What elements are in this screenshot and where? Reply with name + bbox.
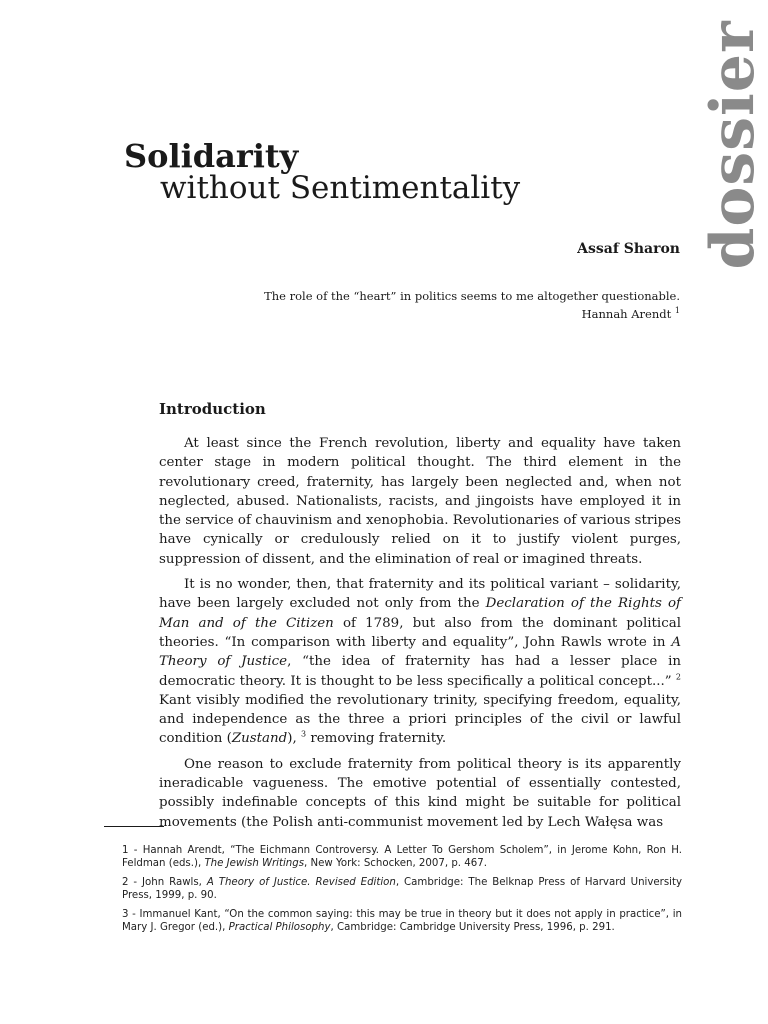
section-heading: Introduction bbox=[159, 400, 266, 418]
article-title-line2: without Sentimentality bbox=[160, 170, 521, 206]
text-run: , Cambridge: The Belknap Press of Harvard University Press, 1999, p. 90. bbox=[122, 877, 682, 901]
text-run: 2 - John Rawls, bbox=[122, 877, 207, 888]
epigraph bbox=[220, 287, 680, 323]
text-run: It is no wonder, then, that fraternity and its political variant – solidarity, have been largely excluded not only from the bbox=[159, 577, 681, 612]
text-run: ), bbox=[287, 731, 301, 747]
footnote-divider bbox=[104, 826, 164, 827]
text-run: , “the idea of fraternity has had a lesser place in democratic theory. It is thought to be less specifically a political concept...” bbox=[159, 654, 681, 689]
article-body bbox=[159, 434, 681, 838]
text-run: 3 - Immanuel Kant, “On the common saying: this may be true in theory but it does not apply in practice”, in Mary J. Gregor (ed.), bbox=[122, 909, 682, 933]
paragraph-1: At least since the French revolution, liberty and equality have taken center stage in modern political thought. The third element in the revolutionary creed, fraternity, has largely been neglected and, when not neglected, abused. Nationalists, racists, and jingoists have employed it in the service of chauvinism and xenophobia. Revolutionaries of various stripes have cynically or credulously relied on it to justify violent purges, suppression of dissent, and the elimination of real or imagined threats. bbox=[159, 436, 681, 567]
author-name: Assaf Sharon bbox=[577, 241, 680, 257]
italic-title: Practical Philosophy bbox=[228, 922, 331, 933]
text-run: , Cambridge: Cambridge University Press, 1996, p. 291. bbox=[330, 922, 615, 933]
italic-title: A Theory of Justice. Revised Edition bbox=[206, 877, 396, 888]
italic-title: The Jewish Writings bbox=[204, 858, 305, 869]
paragraph-3: One reason to exclude fraternity from political theory is its apparently ineradicable vagueness. The emotive potential of essentially contested, possibly indefinable concepts of this kind might be suitable for political movements (the Polish anti-communist movement led by Lech Wałęsa was bbox=[159, 756, 681, 830]
footnote-ref-1[interactable]: 1 bbox=[674, 306, 680, 316]
paragraph-2 bbox=[159, 575, 681, 749]
text-run: , New York: Schocken, 2007, p. 467. bbox=[304, 858, 487, 869]
footnote-ref-2[interactable]: 2 bbox=[675, 672, 681, 682]
footnote-1 bbox=[122, 844, 682, 870]
epigraph-author: Hannah Arendt bbox=[581, 307, 672, 321]
footnote-2 bbox=[122, 876, 682, 902]
article-title-line1: Solidarity bbox=[124, 137, 299, 175]
epigraph-quote: The role of the “heart” in politics seems to me altogether questionable. bbox=[264, 289, 680, 303]
text-run: removing fraternity. bbox=[306, 731, 447, 747]
italic-term: Zustand bbox=[231, 731, 288, 747]
section-side-label bbox=[688, 10, 768, 280]
epigraph-attribution bbox=[220, 305, 680, 323]
side-label-text: dossier bbox=[698, 20, 768, 270]
footnote-ref-3[interactable]: 3 bbox=[301, 729, 307, 739]
text-run: 1 - Hannah Arendt, “The Eichmann Controversy. A Letter To Gershom Scholem”, in Jerome Kohn, Ron H. Feldman (eds.), bbox=[122, 845, 682, 869]
italic-title: A Theory of Justice bbox=[159, 634, 681, 670]
italic-title: Declaration of the Rights of Man and of the Citizen bbox=[159, 596, 681, 631]
text-run: Kant visibly modified the revolutionary trinity, specifying freedom, equality, and independence as the three a priori principles of the civil or lawful condition ( bbox=[159, 692, 681, 747]
footnote-3 bbox=[122, 908, 682, 934]
text-run: of 1789, but also from the dominant political theories. “In comparison with liberty and equality”, John Rawls wrote in bbox=[159, 615, 681, 650]
footnotes bbox=[122, 844, 682, 940]
